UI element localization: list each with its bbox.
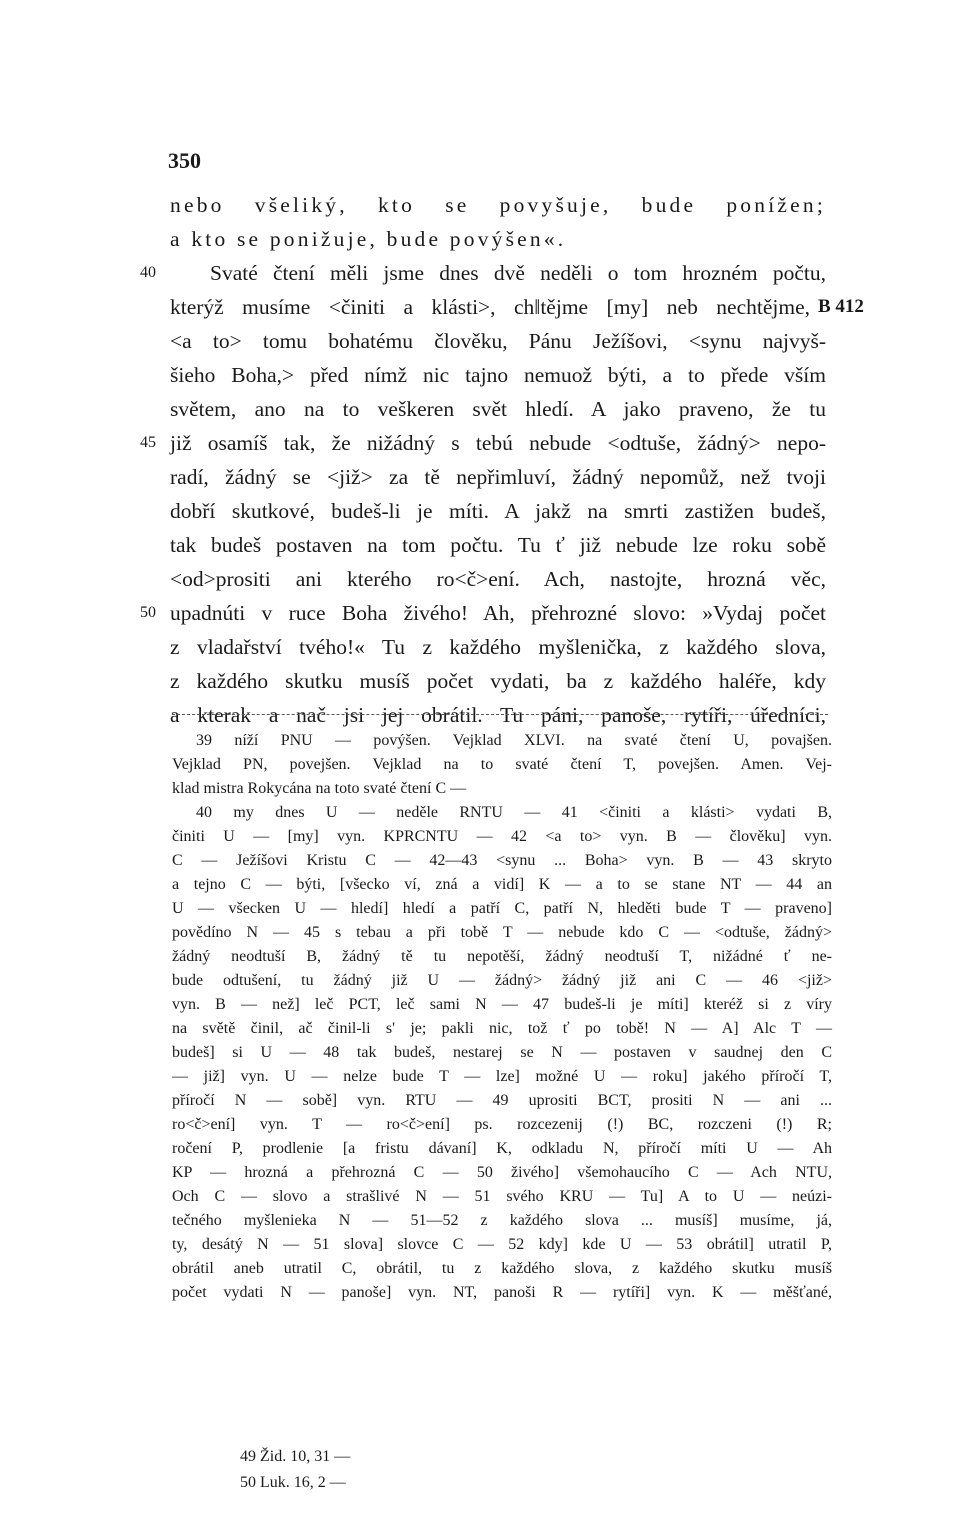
text-line-content: <od>prositi ani kterého ro<č>ení. Ach, nastojte, hrozná věc, bbox=[170, 567, 826, 591]
line-number: 40 bbox=[140, 264, 156, 281]
text-line-content: dobří skutkové, budeš-li je míti. A jakž na smrti zastižen budeš, bbox=[170, 499, 826, 523]
reference-text: 49 Žid. 10, 31 — bbox=[240, 1448, 351, 1465]
text-line-content: nebo všeliký, kto se povyšuje, bude ponížen; bbox=[170, 193, 826, 217]
text-line bbox=[0, 494, 960, 528]
note-line-content: 40 my dnes U — neděle RNTU — 41 <činiti a klásti> vydati B, bbox=[196, 804, 832, 821]
note-line bbox=[0, 1089, 960, 1113]
note-line bbox=[0, 1281, 960, 1305]
note-line bbox=[0, 1017, 960, 1041]
line-number: 50 bbox=[140, 604, 156, 621]
note-line bbox=[0, 1041, 960, 1065]
text-line bbox=[0, 290, 960, 324]
text-line bbox=[0, 596, 960, 630]
main-text bbox=[0, 188, 960, 732]
text-line-content: šieho Boha,> před nímž nic tajno nemuož býti, a to přede vším bbox=[170, 363, 826, 387]
text-line-content: kterýž musíme <činiti a klásti>, ch‖tějme [my] neb nechtějme, bbox=[170, 295, 810, 319]
note-line-content: KP — hrozná a přehrozná C — 50 živého] všemohaucího C — Ach NTU, bbox=[172, 1164, 832, 1181]
note-line-content: ty, desátý N — 51 slova] slovce C — 52 kdy] kde U — 53 obrátil] utratil P, bbox=[172, 1236, 832, 1253]
note-line bbox=[0, 753, 960, 777]
text-line-content: radí, žádný se <již> za tě nepřimluví, žádný nepomůž, než tvoji bbox=[170, 465, 826, 489]
text-line bbox=[0, 528, 960, 562]
text-line bbox=[0, 698, 960, 732]
text-line-content: a kterak a nač jsi jej obrátil. Tu páni, panoše, rytíři, úředníci, bbox=[170, 703, 826, 727]
text-line bbox=[0, 630, 960, 664]
text-line-content: <a to> tomu bohatému člověku, Pánu Ježíšovi, <synu najvyš- bbox=[170, 329, 826, 353]
note-line-content: — již] vyn. U — nelze bude T — lze] možné U — roku] jakého příročí T, bbox=[172, 1068, 832, 1085]
text-line bbox=[0, 358, 960, 392]
text-line bbox=[0, 460, 960, 494]
note-line bbox=[0, 993, 960, 1017]
text-line-content: upadnúti v ruce Boha živého! Ah, přehrozné slovo: »Vydaj počet bbox=[170, 601, 826, 625]
critical-apparatus bbox=[0, 729, 960, 1305]
text-line bbox=[0, 426, 960, 460]
note-line bbox=[0, 801, 960, 825]
reference-line bbox=[0, 1470, 960, 1496]
note-line-content: žádný neodtuší B, žádný tě tu nepotěší, žádný neodtuší T, nižádné ť ne- bbox=[172, 948, 832, 965]
text-line bbox=[0, 664, 960, 698]
note-line bbox=[0, 825, 960, 849]
note-line bbox=[0, 873, 960, 897]
scripture-references bbox=[0, 1444, 960, 1496]
note-line bbox=[0, 1185, 960, 1209]
note-line-content: tečného myšlenieka N — 51—52 z každého slova ... musíš] musíme, já, bbox=[172, 1212, 832, 1229]
note-line-content: počet vydati N — panoše] vyn. NT, panoši R — rytíři] vyn. K — měšťané, bbox=[172, 1284, 832, 1301]
note-line bbox=[0, 1113, 960, 1137]
note-line-content: ro<č>ení] vyn. T — ro<č>ení] ps. rozcezenij (!) BC, rozczeni (!) R; bbox=[172, 1116, 832, 1133]
text-line bbox=[0, 392, 960, 426]
note-line-content: bude odtušení, tu žádný již U — žádný> žádný již ani C — 46 <již> bbox=[172, 972, 832, 989]
note-line-content: ročení P, prodlenie [a fristu dávaní] K, odkladu N, příročí míti U — Ah bbox=[172, 1140, 832, 1157]
page-number: 350 bbox=[168, 148, 201, 173]
note-line-content: činiti U — [my] vyn. KPRCNTU — 42 <a to> vyn. B — člověku] vyn. bbox=[172, 828, 832, 845]
note-line-content: vyn. B — než] leč PCT, leč sami N — 47 budeš-li je míti] kteréž si z víry bbox=[172, 996, 832, 1013]
reference-line bbox=[0, 1444, 960, 1470]
note-line-content: Vejklad PN, povejšen. Vejklad na to svaté čtení T, povejšen. Amen. Vej- bbox=[172, 756, 832, 773]
reference-text: 50 Luk. 16, 2 — bbox=[240, 1474, 346, 1491]
note-line bbox=[0, 1065, 960, 1089]
text-line-content: a kto se ponižuje, bude povýšen«. bbox=[170, 227, 567, 251]
note-line-content: a tejno C — býti, [všecko ví, zná a vidí] K — a to se stane NT — 44 an bbox=[172, 876, 832, 893]
note-line-content: Och C — slovo a strašlivé N — 51 svého KRU — Tu] A to U — neúzi- bbox=[172, 1188, 832, 1205]
text-line-content: již osamíš tak, že nižádný s tebú nebude <odtuše, žádný> nepo- bbox=[170, 431, 826, 455]
note-line bbox=[0, 897, 960, 921]
note-line-content: budeš] si U — 48 tak budeš, nestarej se N — postaven v saudnej den C bbox=[172, 1044, 832, 1061]
note-line bbox=[0, 1209, 960, 1233]
note-line bbox=[0, 1161, 960, 1185]
text-line bbox=[0, 562, 960, 596]
note-line bbox=[0, 1257, 960, 1281]
note-line-content: C — Ježíšovi Kristu C — 42—43 <synu ... Boha> vyn. B — 43 skryto bbox=[172, 852, 832, 869]
note-line bbox=[0, 777, 960, 801]
text-line-content: z vladařství tvého!« Tu z každého myšlenička, z každého slova, bbox=[170, 635, 826, 659]
note-line bbox=[0, 1233, 960, 1257]
note-line bbox=[0, 921, 960, 945]
text-line bbox=[0, 256, 960, 290]
note-line bbox=[0, 729, 960, 753]
text-line bbox=[0, 188, 960, 222]
margin-reference: B 412 bbox=[818, 296, 864, 317]
note-line bbox=[0, 969, 960, 993]
note-line-content: klad mistra Rokycána na toto svaté čtení C — bbox=[172, 780, 467, 797]
text-line-content: tak budeš postaven na tom počtu. Tu ť již nebude lze roku sobě bbox=[170, 533, 826, 557]
text-line-content: Svaté čtení měli jsme dnes dvě neděli o tom hrozném počtu, bbox=[210, 261, 826, 285]
note-line-content: na světě činil, ač činil-li s' je; pakli nic, tož ť po tobě! N — A] Alc T — bbox=[172, 1020, 832, 1037]
line-number: 45 bbox=[140, 434, 156, 451]
note-line-content: příročí N — sobě] vyn. RTU — 49 uprositi BCT, prositi N — ani ... bbox=[172, 1092, 832, 1109]
text-line bbox=[0, 324, 960, 358]
note-line-content: 39 níží PNU — povýšen. Vejklad XLVI. na svaté čtení U, povajšen. bbox=[196, 732, 832, 749]
note-line bbox=[0, 849, 960, 873]
note-line-content: U — všecken U — hledí] hledí a patří C, patří N, hleděti bude T — praveno] bbox=[172, 900, 832, 917]
footnote-separator bbox=[172, 714, 828, 715]
note-line-content: obrátil aneb utratil C, obrátil, tu z každého slova, z každého skutku musíš bbox=[172, 1260, 832, 1277]
note-line bbox=[0, 945, 960, 969]
text-line-content: světem, ano na to veškeren svět hledí. A jako praveno, že tu bbox=[170, 397, 826, 421]
note-line bbox=[0, 1137, 960, 1161]
text-line bbox=[0, 222, 960, 256]
text-line-content: z každého skutku musíš počet vydati, ba z každého haléře, kdy bbox=[170, 669, 826, 693]
note-line-content: povědíno N — 45 s tebau a při tobě T — nebude kdo C — <odtuše, žádný> bbox=[172, 924, 832, 941]
